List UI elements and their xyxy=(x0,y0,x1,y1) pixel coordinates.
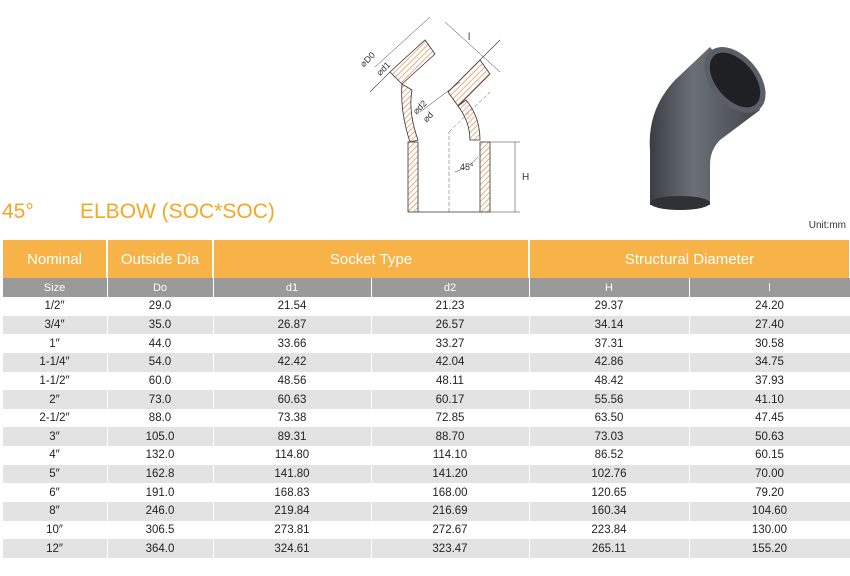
table-cell: 34.14 xyxy=(529,316,689,335)
table-cell: 50.63 xyxy=(689,427,850,446)
table-cell: 265.11 xyxy=(529,539,689,558)
subheader-size: Size xyxy=(2,278,107,297)
table-cell: 272.67 xyxy=(371,521,529,540)
diagram-label-d0: ⌀D0 xyxy=(357,49,378,70)
table-cell: 37.31 xyxy=(529,334,689,353)
diagram-label-h: H xyxy=(522,172,530,183)
title-name: ELBOW (SOC*SOC) xyxy=(80,200,275,223)
table-row xyxy=(2,502,850,521)
table-cell: 364.0 xyxy=(107,539,213,558)
table-cell: 29.37 xyxy=(529,297,689,316)
table-cell: 104.60 xyxy=(689,502,850,521)
table-cell: 33.66 xyxy=(213,334,371,353)
table-cell: 41.10 xyxy=(689,390,850,409)
table-cell: 1″ xyxy=(2,334,107,353)
table-cell: 60.15 xyxy=(689,446,850,465)
table-row xyxy=(2,446,850,465)
table-cell: 26.87 xyxy=(213,316,371,335)
table-cell: 3/4″ xyxy=(2,316,107,335)
diagram-label-angle: 45° xyxy=(460,162,474,172)
subheader-d2: d2 xyxy=(371,278,529,297)
table-cell: 223.84 xyxy=(529,521,689,540)
table-cell: 73.03 xyxy=(529,427,689,446)
table-cell: 105.0 xyxy=(107,427,213,446)
table-cell: 141.80 xyxy=(213,465,371,484)
table-cell: 132.0 xyxy=(107,446,213,465)
table-cell: 323.47 xyxy=(371,539,529,558)
title-angle: 45° xyxy=(2,200,34,223)
table-cell: 54.0 xyxy=(107,353,213,372)
table-cell: 86.52 xyxy=(529,446,689,465)
table-cell: 21.23 xyxy=(371,297,529,316)
table-cell: 48.42 xyxy=(529,372,689,391)
table-cell: 5″ xyxy=(2,465,107,484)
table-cell: 42.42 xyxy=(213,353,371,372)
table-cell: 48.11 xyxy=(371,372,529,391)
table-cell: 30.58 xyxy=(689,334,850,353)
table-row xyxy=(2,316,850,335)
table-cell: 10″ xyxy=(2,521,107,540)
elbow-technical-drawing xyxy=(330,12,540,217)
table-cell: 42.04 xyxy=(371,353,529,372)
table-cell: 88.0 xyxy=(107,409,213,428)
subheader-d1: d1 xyxy=(213,278,371,297)
diagram-label-l: l xyxy=(468,32,471,43)
table-row xyxy=(2,372,850,391)
table-cell: 168.00 xyxy=(371,483,529,502)
table-row xyxy=(2,483,850,502)
table-cell: 70.00 xyxy=(689,465,850,484)
diagram-label-d2: ⌀d2 xyxy=(410,98,429,117)
table-cell: 246.0 xyxy=(107,502,213,521)
table-cell: 12″ xyxy=(2,539,107,558)
subheader-do: Do xyxy=(107,278,213,297)
table-row xyxy=(2,427,850,446)
table-cell: 2″ xyxy=(2,390,107,409)
table-cell: 88.70 xyxy=(371,427,529,446)
table-cell: 73.0 xyxy=(107,390,213,409)
table-cell: 306.5 xyxy=(107,521,213,540)
table-cell: 26.57 xyxy=(371,316,529,335)
table-cell: 79.20 xyxy=(689,483,850,502)
table-cell: 1-1/4″ xyxy=(2,353,107,372)
table-cell: 34.75 xyxy=(689,353,850,372)
table-cell: 35.0 xyxy=(107,316,213,335)
table-cell: 27.40 xyxy=(689,316,850,335)
header-socket-type: Socket Type xyxy=(213,240,529,278)
table-cell: 55.56 xyxy=(529,390,689,409)
table-cell: 168.83 xyxy=(213,483,371,502)
table-cell: 162.8 xyxy=(107,465,213,484)
table-cell: 89.31 xyxy=(213,427,371,446)
table-cell: 1-1/2″ xyxy=(2,372,107,391)
subheader-h: H xyxy=(529,278,689,297)
table-cell: 4″ xyxy=(2,446,107,465)
header-structural-diameter: Structural Diameter xyxy=(529,240,850,278)
header-nominal: Nominal xyxy=(2,240,107,278)
unit-label: Unit:mm xyxy=(808,220,846,231)
table-cell: 44.0 xyxy=(107,334,213,353)
dimension-table xyxy=(1,240,850,558)
table-cell: 114.10 xyxy=(371,446,529,465)
table-cell: 191.0 xyxy=(107,483,213,502)
table-cell: 73.38 xyxy=(213,409,371,428)
table-cell: 72.85 xyxy=(371,409,529,428)
table-cell: 155.20 xyxy=(689,539,850,558)
table-cell: 102.76 xyxy=(529,465,689,484)
table-cell: 2-1/2″ xyxy=(2,409,107,428)
table-cell: 3″ xyxy=(2,427,107,446)
table-row xyxy=(2,521,850,540)
table-cell: 60.0 xyxy=(107,372,213,391)
table-cell: 160.34 xyxy=(529,502,689,521)
table-cell: 216.69 xyxy=(371,502,529,521)
table-cell: 42.86 xyxy=(529,353,689,372)
table-row xyxy=(2,297,850,316)
table-row xyxy=(2,539,850,558)
table-cell: 273.81 xyxy=(213,521,371,540)
table-cell: 114.80 xyxy=(213,446,371,465)
header-outside-dia: Outside Dia xyxy=(107,240,213,278)
table-cell: 219.84 xyxy=(213,502,371,521)
diagram-label-d: ⌀d xyxy=(420,109,436,125)
table-cell: 63.50 xyxy=(529,409,689,428)
table-row xyxy=(2,465,850,484)
table-cell: 29.0 xyxy=(107,297,213,316)
table-cell: 21.54 xyxy=(213,297,371,316)
table-cell: 141.20 xyxy=(371,465,529,484)
product-title xyxy=(2,200,275,224)
diagram-label-d1: ⌀d1 xyxy=(374,59,393,78)
table-cell: 6″ xyxy=(2,483,107,502)
elbow-product-image xyxy=(625,35,775,210)
table-row xyxy=(2,353,850,372)
table-cell: 37.93 xyxy=(689,372,850,391)
table-cell: 24.20 xyxy=(689,297,850,316)
table-cell: 324.61 xyxy=(213,539,371,558)
table-row xyxy=(2,334,850,353)
table-cell: 120.65 xyxy=(529,483,689,502)
table-cell: 47.45 xyxy=(689,409,850,428)
table-cell: 8″ xyxy=(2,502,107,521)
table-cell: 48.56 xyxy=(213,372,371,391)
table-row xyxy=(2,390,850,409)
table-cell: 60.63 xyxy=(213,390,371,409)
table-cell: 33.27 xyxy=(371,334,529,353)
subheader-l: l xyxy=(689,278,850,297)
table-cell: 130.00 xyxy=(689,521,850,540)
table-cell: 1/2″ xyxy=(2,297,107,316)
table-row xyxy=(2,409,850,428)
table-cell: 60.17 xyxy=(371,390,529,409)
